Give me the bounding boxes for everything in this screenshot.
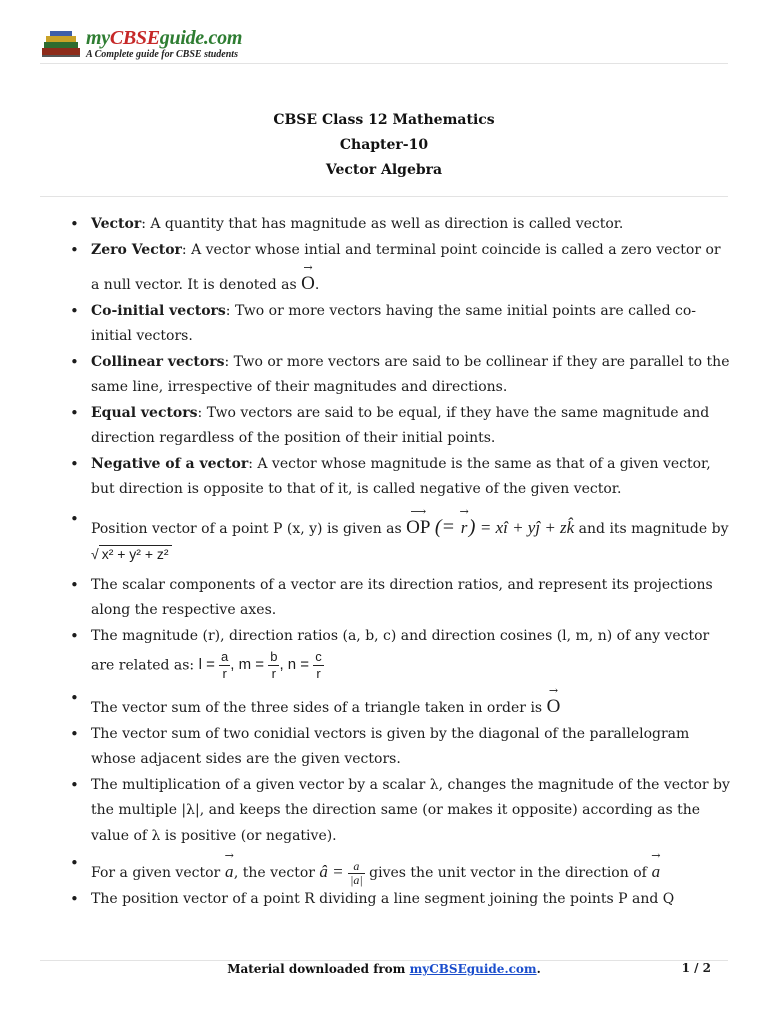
zero-vector-symbol: → O — [301, 261, 315, 294]
list-item: • The position vector of a point R dividing a line segment joining the points P and Q — [70, 887, 730, 913]
zero-vector-symbol: → O — [546, 684, 561, 717]
content-body — [70, 212, 730, 912]
a-vector-symbol: → a — [224, 849, 234, 881]
list-item: • The vector sum of the three sides of a triangle taken in order is → O — [70, 686, 730, 722]
document-title — [0, 108, 768, 183]
unit-vector-symbol: â = — [319, 862, 344, 881]
list-item: • The scalar components of a vector are its direction ratios, and represent its projections along the respective axes. — [70, 573, 730, 624]
footer: Material downloaded from myCBSEguide.com. — [227, 962, 541, 976]
list-item: • Co-initial vectors: Two or more vectors having the same initial points are called co-initial vectors. — [70, 299, 730, 350]
title-line-1: CBSE Class 12 Mathematics — [273, 112, 495, 128]
title-line-3: Vector Algebra — [325, 162, 443, 178]
books-logo-icon — [40, 30, 84, 58]
list-item: • Position vector of a point P (x, y) is given as ⟶ OP (= → r) = xî + yĵ + zk̂ and its magnitude by √ x² + y² + z² — [70, 507, 730, 569]
list-item: • Vector: A quantity that has magnitude as well as direction is called vector. — [70, 212, 730, 238]
list-item: • The magnitude (r), direction ratios (a, b, c) and direction cosines (l, m, n) of any vector are related as: l = $\frac{a}{r}$ , m = $\frac{b}{r}$ , n = $\frac{c}{r}$ — [70, 624, 730, 683]
list-item: • Zero Vector: A vector whose intial and terminal point coincide is called a zero vector or a null vector. It is denoted as → O. — [70, 238, 730, 299]
list-item: • Equal vectors: Two vectors are said to be equal, if they have the same magnitude and direction regardless of the position of their initial points. — [70, 401, 730, 452]
list-item: • Collinear vectors: Two or more vectors are said to be collinear if they are parallel to the same line, irrespective of their magnitudes and directions. — [70, 350, 730, 401]
definition-list — [70, 212, 730, 912]
r-vector-symbol: → r — [459, 504, 469, 537]
list-item: • For a given vector → a, the vector â = $\frac{a}{|a|}$ gives the unit vector in the direction of → a — [70, 851, 730, 887]
title-divider — [40, 196, 728, 197]
list-item: • The vector sum of two conidial vectors is given by the diagonal of the parallelogram whose adjacent sides are the given vectors. — [70, 722, 730, 773]
footer-link[interactable]: myCBSEguide.com — [409, 962, 537, 976]
title-line-2: Chapter-10 — [339, 137, 429, 153]
list-item: • The multiplication of a given vector by a scalar λ, changes the magnitude of the vector by the multiple |λ|, and keeps the direction same (or makes it opposite) according as the value of λ is positive (or negative). — [70, 773, 730, 850]
magnitude-formula: √ x² + y² + z² — [91, 545, 172, 562]
unit-vector-fraction: $\frac{a}{|a|}$ — [350, 858, 363, 887]
logo-tagline: A Complete guide for CBSE students — [86, 49, 238, 60]
header-divider — [40, 63, 728, 64]
list-item: • Negative of a vector: A vector whose magnitude is the same as that of a given vector, but direction is opposite to that of it, is called negative of the given vector. — [70, 452, 730, 503]
a-vector-symbol: → a — [651, 849, 661, 881]
position-vector-expression: = xî + yĵ + zk̂ — [479, 517, 575, 537]
op-vector-symbol: ⟶ OP — [406, 504, 431, 538]
page-number: 1 / 2 — [681, 961, 711, 975]
footer-divider — [40, 960, 728, 961]
logo-wordmark: myCBSEguide.com — [86, 27, 243, 49]
direction-cosine-formula: l = $\frac{a}{r}$ , m = $\frac{b}{r}$ , n = $\frac{c}{r}$ — [198, 649, 322, 681]
